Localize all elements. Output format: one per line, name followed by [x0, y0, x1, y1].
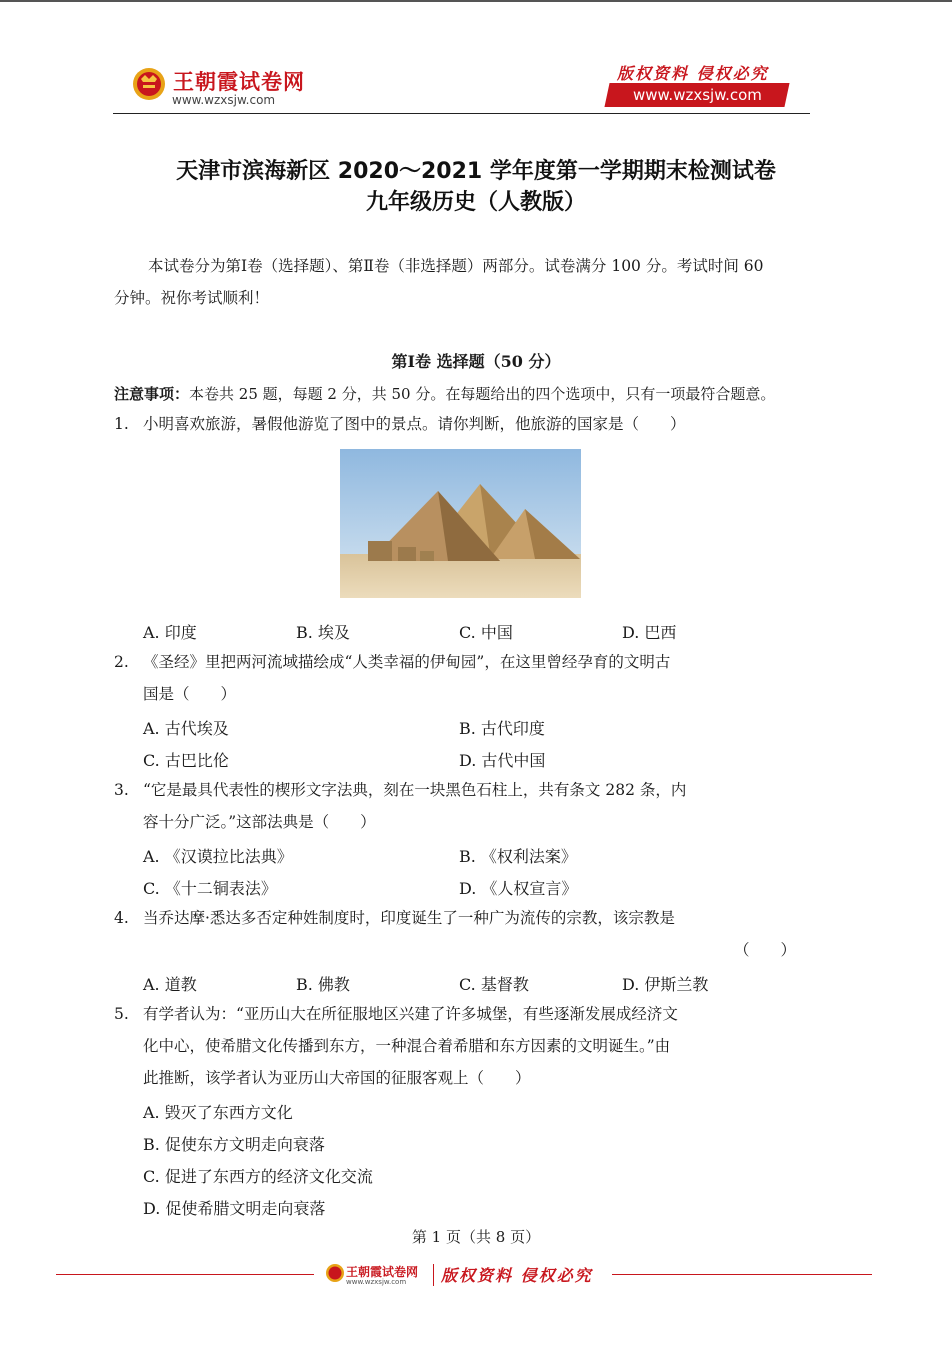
footer-copyright: 版权资料 侵权必究: [441, 1266, 593, 1285]
exam-title-line2: 九年级历史（人教版）: [365, 190, 586, 215]
header-logo-emblem-icon: [131, 66, 167, 102]
q4-option-c: C. 基督教: [459, 975, 529, 994]
footer-line-right: [612, 1274, 872, 1275]
q1-option-a: A. 印度: [143, 623, 197, 642]
q3-option-a: A. 《汉谟拉比法典》: [143, 847, 293, 866]
q2-number: 2.: [114, 653, 129, 671]
q4-number: 4.: [114, 909, 129, 927]
intro-line2: 分钟。祝你考试顺利！: [114, 289, 270, 307]
intro-line1: 本试卷分为第Ⅰ卷（选择题）、第Ⅱ卷（非选择题）两部分。试卷满分 100 分。考试时间 60: [148, 257, 764, 275]
header-url-badge-text: www.wzxsjw.com: [632, 86, 762, 104]
header-copyright: 版权资料 侵权必究: [617, 64, 769, 83]
q4-option-d: D. 伊斯兰教: [622, 975, 709, 994]
q2-stem-line2: 国是（ ）: [143, 685, 237, 703]
q5-number: 5.: [114, 1005, 129, 1023]
q1-option-c: C. 中国: [459, 623, 513, 642]
q4-stem-line2: （ ）: [734, 941, 797, 959]
q1-option-b: B. 埃及: [296, 623, 350, 642]
section-note-text: 本卷共 25 题，每题 2 分，共 50 分。在每题给出的四个选项中，只有一项最符合题意。: [189, 385, 776, 403]
section-title: 第Ⅰ卷 选择题（50 分）: [391, 352, 561, 371]
header-url-badge: [604, 83, 789, 107]
page-top-border: [0, 0, 952, 2]
q1-stem-line1: 小明喜欢旅游，暑假他游览了图中的景点。请你判断，他旅游的国家是（ ）: [143, 415, 686, 433]
footer-logo-url: www.wzxsjw.com: [346, 1278, 407, 1286]
header-logo-url: www.wzxsjw.com: [172, 93, 276, 107]
q4-option-b: B. 佛教: [296, 975, 350, 994]
section-note: [114, 383, 775, 404]
q2-option-b: B. 古代印度: [459, 719, 545, 738]
page-number: 第 1 页（共 8 页）: [411, 1228, 541, 1246]
q5-stem-line1: 有学者认为：“亚历山大在所征服地区兴建了许多城堡，有些逐渐发展成经济文: [143, 1005, 678, 1023]
section-note-label: 注意事项：: [114, 385, 190, 403]
q2-option-a: A. 古代埃及: [143, 719, 229, 738]
header-logo-text: 王朝霞试卷网: [173, 70, 305, 94]
q4-option-a: A. 道教: [143, 975, 197, 994]
q5-stem-line3: 此推断，该学者认为亚历山大帝国的征服客观上（ ）: [143, 1069, 531, 1087]
q3-stem-line1: “它是最具代表性的楔形文字法典，刻在一块黑色石柱上，共有条文 282 条，内: [143, 781, 687, 799]
q1-number: 1.: [114, 415, 129, 433]
q5-option-a: A. 毁灭了东西方文化: [143, 1103, 293, 1122]
q5-option-b: B. 促使东方文明走向衰落: [143, 1135, 325, 1154]
q1-pyramids-image: [340, 449, 581, 598]
q3-option-c: C. 《十二铜表法》: [143, 879, 277, 898]
exam-title-line1: 天津市滨海新区 2020～2021 学年度第一学期期末检测试卷: [176, 159, 776, 184]
q5-option-d: D. 促使希腊文明走向衰落: [143, 1199, 326, 1218]
q2-stem-line1: 《圣经》里把两河流域描绘成“人类幸福的伊甸园”，在这里曾经孕育的文明古: [143, 653, 671, 671]
footer-logo-emblem-icon: [325, 1263, 345, 1283]
q2-option-d: D. 古代中国: [459, 751, 546, 770]
q3-option-d: D. 《人权宣言》: [459, 879, 578, 898]
q3-number: 3.: [114, 781, 129, 799]
q5-stem-line2: 化中心，使希腊文化传播到东方，一种混合着希腊和东方因素的文明诞生。”由: [143, 1037, 671, 1055]
header-divider: [113, 113, 810, 114]
q2-option-c: C. 古巴比伦: [143, 751, 229, 770]
footer-line-left: [56, 1274, 314, 1275]
q3-stem-line2: 容十分广泛。”这部法典是（ ）: [143, 813, 376, 831]
footer-logo-text: 王朝霞试卷网: [346, 1265, 419, 1279]
q5-option-c: C. 促进了东西方的经济文化交流: [143, 1167, 373, 1186]
q4-stem-line1: 当乔达摩·悉达多否定种姓制度时，印度诞生了一种广为流传的宗教，该宗教是: [143, 909, 675, 927]
footer-divider: [433, 1264, 434, 1286]
q3-option-b: B. 《权利法案》: [459, 847, 577, 866]
q1-option-d: D. 巴西: [622, 623, 677, 642]
